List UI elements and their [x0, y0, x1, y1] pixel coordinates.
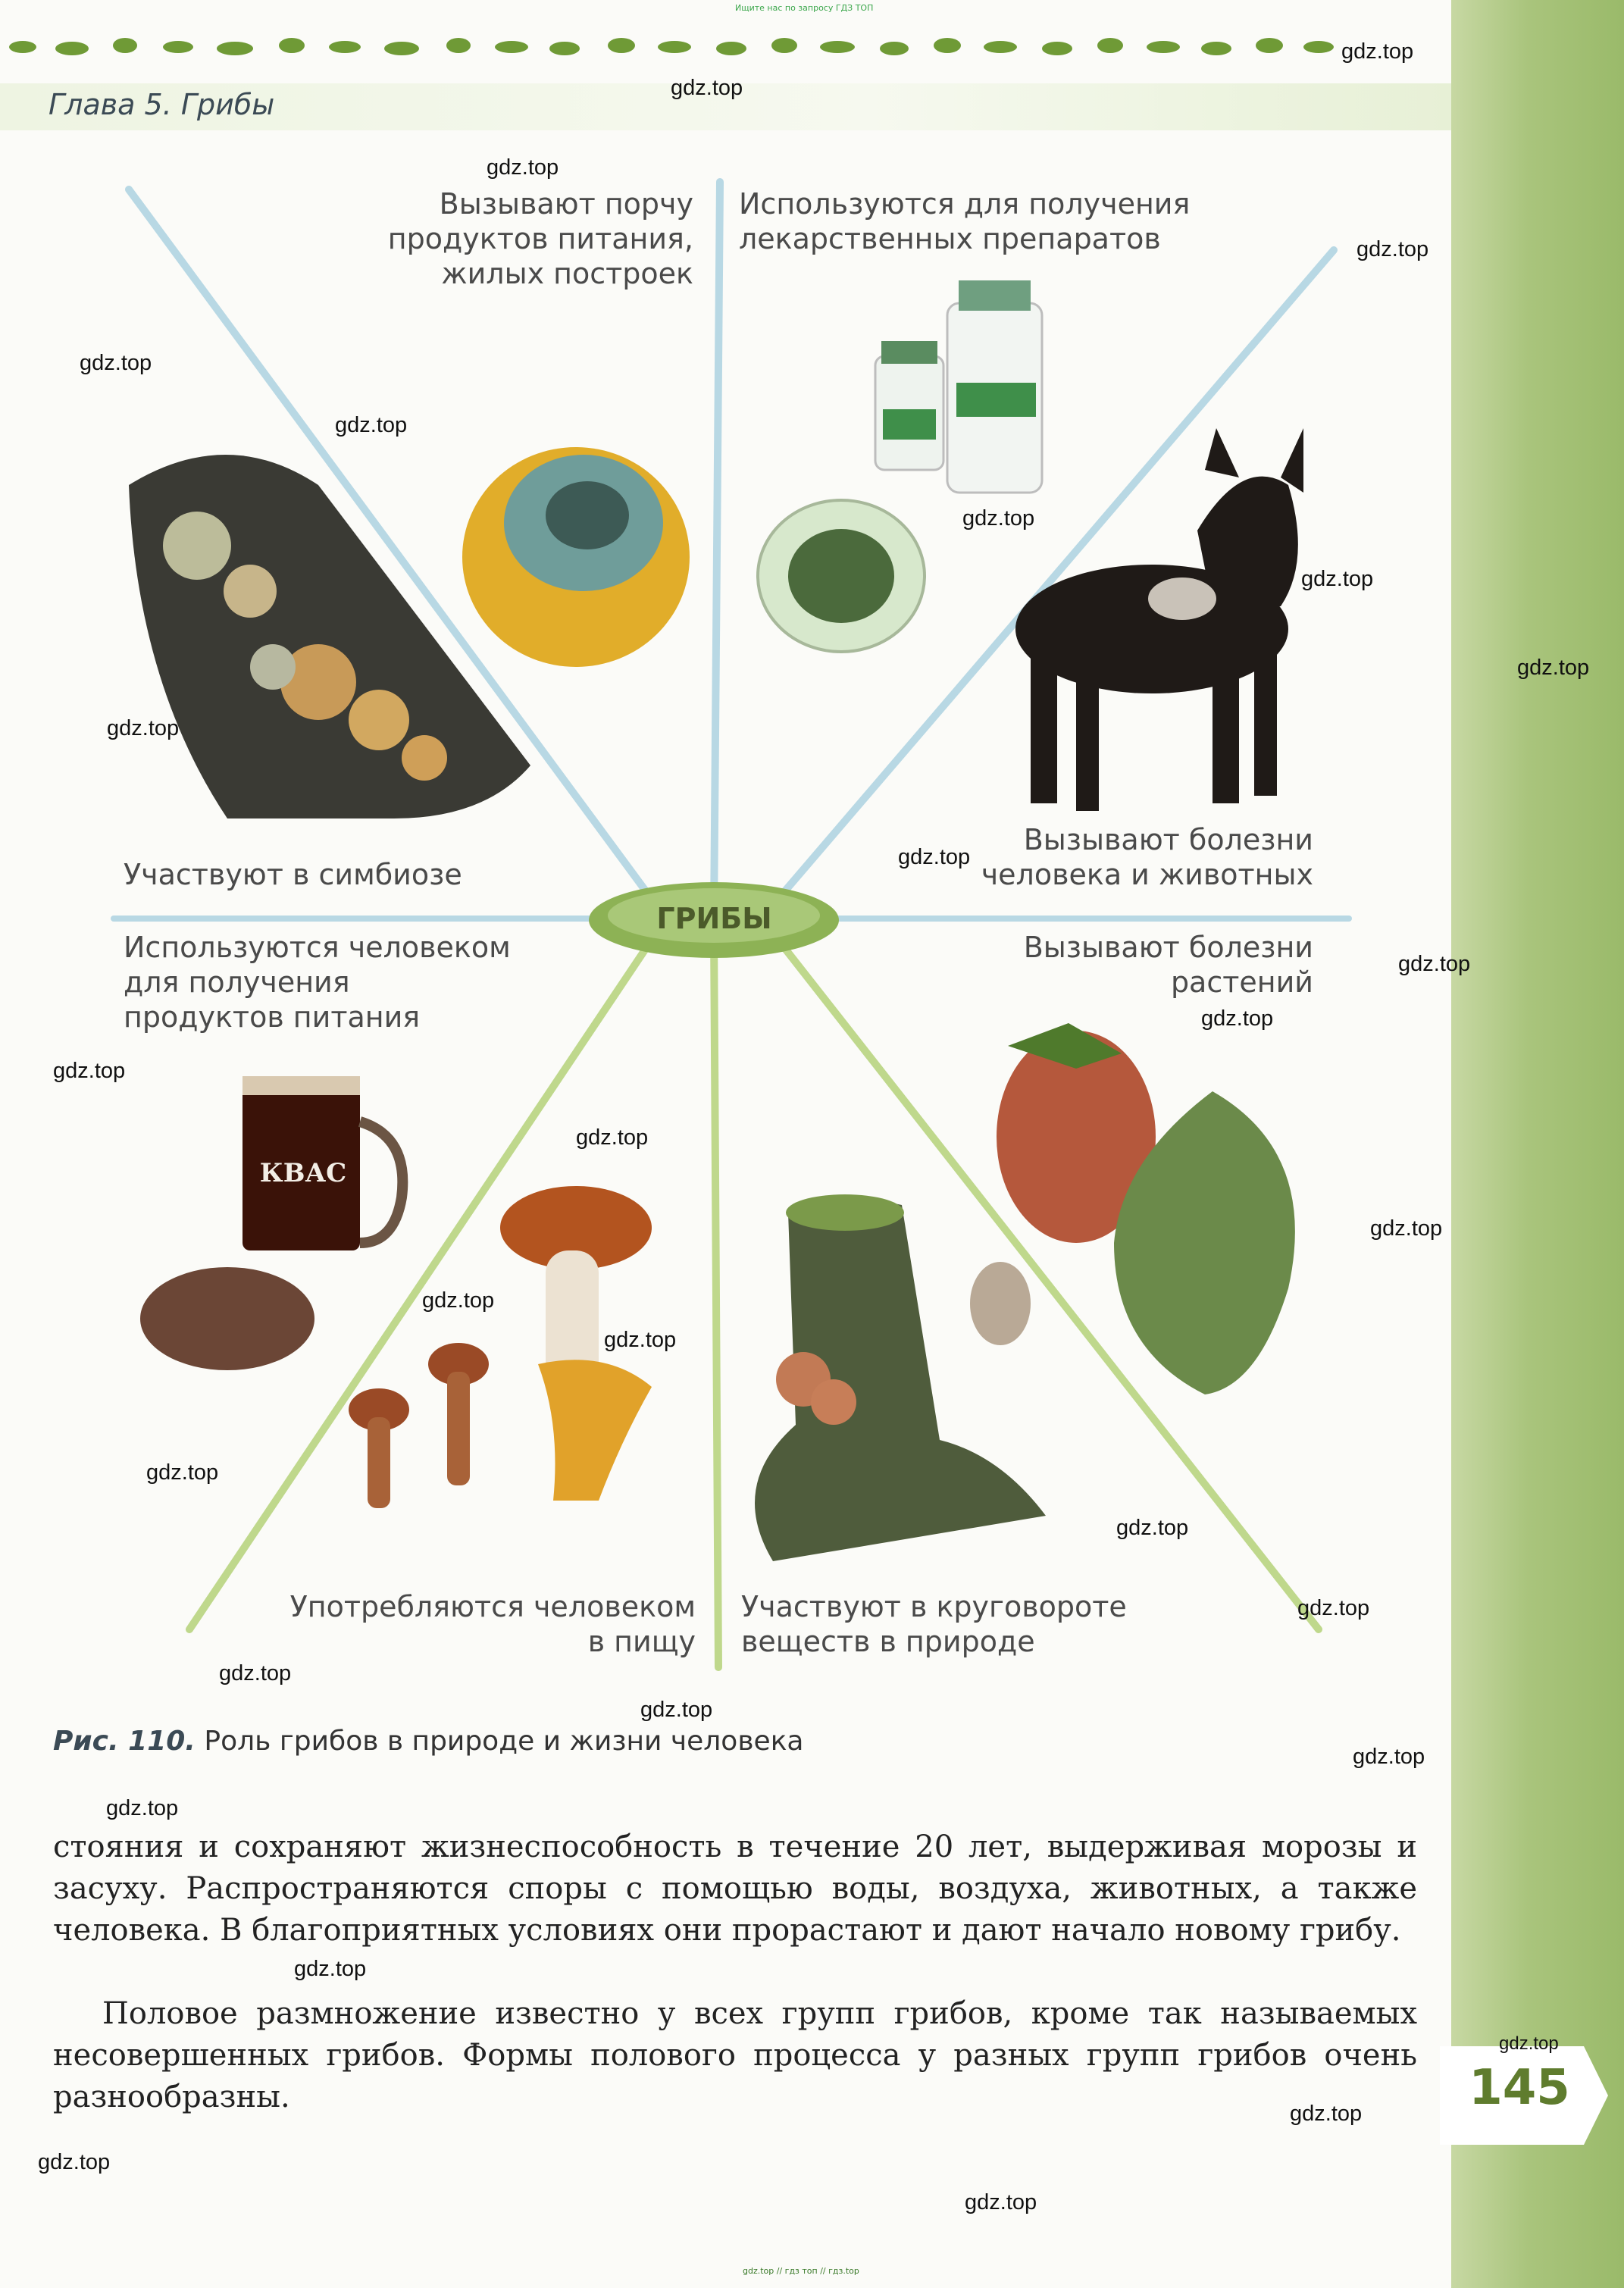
- watermark: gdz.top: [106, 1796, 179, 1820]
- watermark: gdz.top: [962, 506, 1035, 531]
- body-paragraph-1: стояния и сохраняют жизнеспособность в течение 20 лет, выдерживая морозы и засуху. Распространяются споры с помощью воды, воздуха, животных, а также человека. В благоприятных условиях они прорастают и дают начало новому грибу.: [53, 1829, 1417, 1948]
- watermark: gdz.top: [53, 1059, 126, 1083]
- label-symbiosis: Участвуют в симбиозе: [124, 858, 462, 891]
- watermark: gdz.top: [1297, 1596, 1370, 1620]
- label-spoilage: Вызывают порчу продуктов питания, жилых построек: [387, 187, 693, 290]
- watermark: gdz.top: [1499, 2033, 1559, 2054]
- label-eaten: Употребляются человеком в пищу: [289, 1590, 696, 1658]
- label-plant-disease: Вызывают болезни растений: [1023, 931, 1313, 999]
- figure-caption: Рис. 110. Роль грибов в природе и жизни человека: [53, 1726, 804, 1757]
- label-food-production: Используются человеком для получения продуктов питания: [124, 931, 511, 1034]
- watermark: gdz.top: [1370, 1216, 1443, 1241]
- watermark: gdz.top: [898, 845, 971, 869]
- watermark: gdz.top: [1116, 1516, 1189, 1540]
- top-note: Ищите нас по запросу ГДЗ ТОП: [735, 3, 874, 13]
- medicine-bottles-image: [875, 280, 1042, 493]
- watermark: gdz.top: [1201, 1006, 1274, 1031]
- watermark: gdz.top: [640, 1698, 713, 1722]
- watermark: gdz.top: [1398, 952, 1471, 976]
- label-medicine: Используются для получения лекарственных препаратов: [739, 187, 1191, 255]
- watermark: gdz.top: [604, 1328, 677, 1352]
- watermark: gdz.top: [1353, 1745, 1425, 1769]
- ray-down: [714, 928, 718, 1667]
- petri-dish-image: [758, 500, 925, 652]
- watermark: gdz.top: [422, 1288, 495, 1313]
- watermark: gdz.top: [146, 1460, 219, 1485]
- watermark: gdz.top: [1341, 39, 1414, 64]
- chapter-title: Глава 5. Грибы: [49, 88, 275, 121]
- watermark: gdz.top: [671, 76, 743, 100]
- bottom-note: gdz.top // гдз топ // гдз.top: [743, 2266, 859, 2276]
- label-cycle: Участвуют в круговороте веществ в природе: [741, 1590, 1127, 1658]
- body-paragraph-2: Половое размножение известно у всех групп грибов, кроме так называемых несовершенных грибов. Формы полового процесса у разных групп грибов очень разнообразны.: [53, 1996, 1417, 2114]
- watermark: gdz.top: [1290, 2102, 1363, 2126]
- kvass-label: КВАС: [259, 1158, 347, 1188]
- watermark: gdz.top: [965, 2190, 1037, 2214]
- moldy-lemon-image: [462, 447, 690, 667]
- watermark: gdz.top: [576, 1125, 649, 1150]
- watermark: gdz.top: [80, 351, 152, 375]
- watermark: gdz.top: [335, 413, 408, 437]
- label-animal-disease: Вызывают болезни человека и животных: [981, 823, 1313, 891]
- watermark: gdz.top: [294, 1957, 367, 1981]
- watermark: gdz.top: [107, 716, 180, 740]
- side-color-strip: [1451, 0, 1624, 2288]
- mossy-stump-image: [755, 1194, 1046, 1561]
- page-number: 145: [1469, 2060, 1570, 2116]
- bread-image: [140, 1267, 314, 1370]
- watermark: gdz.top: [38, 2150, 111, 2174]
- watermark: gdz.top: [487, 155, 559, 180]
- watermark: gdz.top: [219, 1661, 292, 1685]
- dog-image: [1015, 428, 1303, 811]
- watermark: gdz.top: [1301, 567, 1374, 591]
- watermark: gdz.top: [1517, 656, 1590, 680]
- ray-up: [714, 182, 720, 919]
- lichen-bark-image: [129, 455, 530, 818]
- watermark: gdz.top: [1356, 237, 1429, 261]
- center-label: ГРИБЫ: [656, 902, 772, 935]
